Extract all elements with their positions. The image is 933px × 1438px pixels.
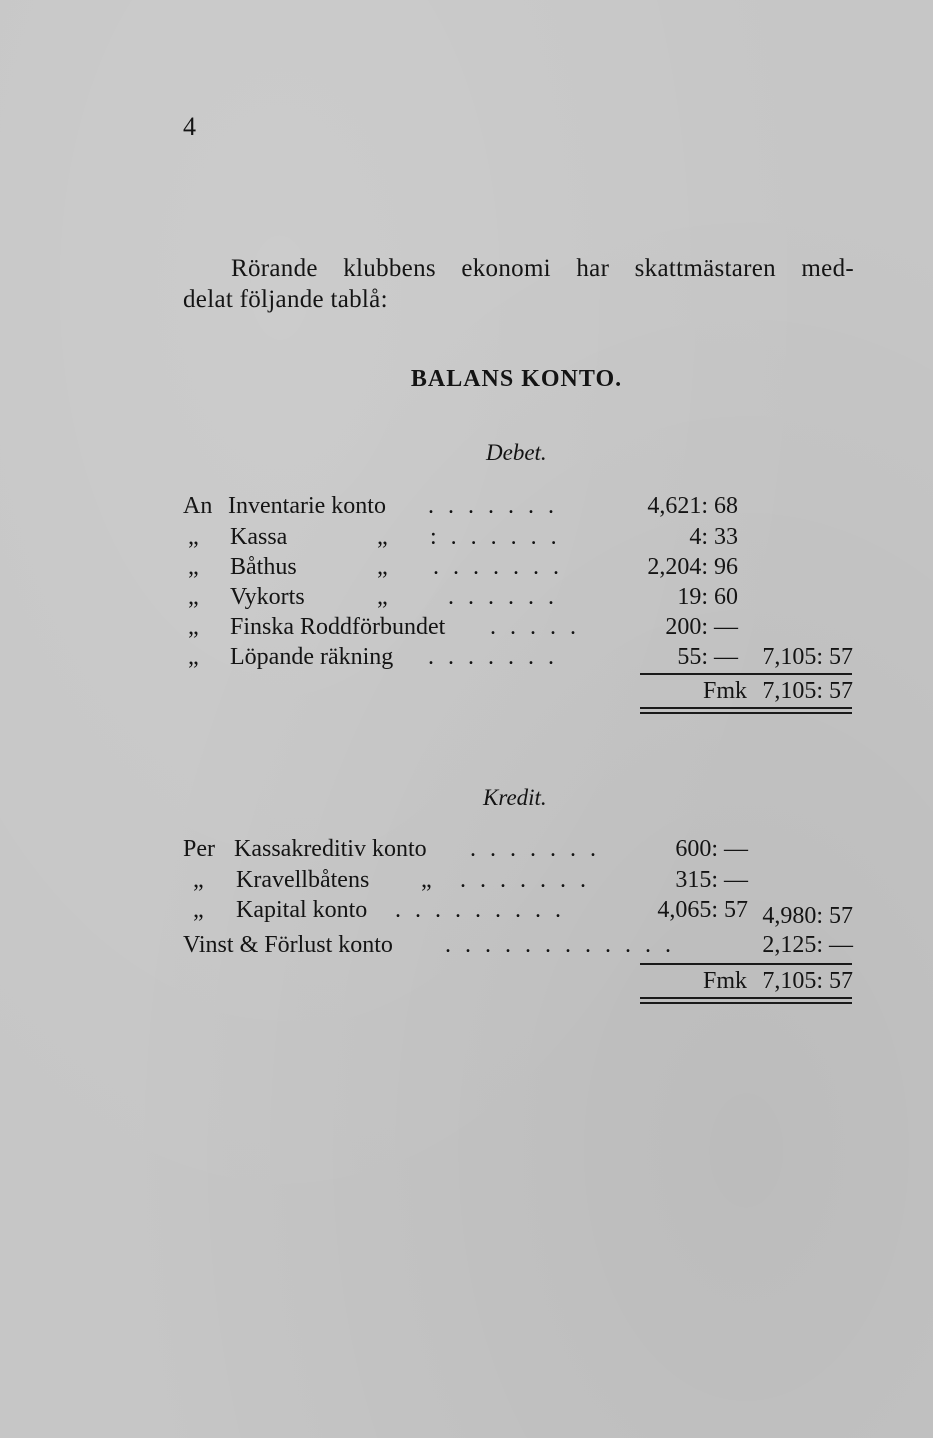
row-prefix: „ [193, 897, 204, 923]
row-label: Inventarie konto [228, 493, 386, 519]
row-prefix: „ [188, 554, 199, 580]
sum-double-rule-2 [640, 712, 852, 714]
row-label: Kassakreditiv konto [234, 836, 427, 862]
debet-sum: 7,105: 57 [762, 678, 853, 704]
leader-dots: : . . . . . . [430, 524, 561, 550]
kredit-sum-rule-top [640, 963, 852, 965]
row-prefix: „ [188, 614, 199, 640]
leader-dots: . . . . . . . [460, 867, 590, 893]
leader-dots: . . . . . . . . . . . . [445, 932, 675, 958]
kredit-sum: 7,105: 57 [762, 968, 853, 994]
row-prefix: An [183, 493, 213, 519]
row-label: Kapital konto [236, 897, 368, 923]
leader-dots: . . . . . [490, 614, 580, 640]
row-label: Vykorts [230, 584, 305, 610]
table-row [0, 642, 933, 672]
row-total: 4,980: 57 [762, 903, 853, 929]
row-prefix: „ [188, 644, 199, 670]
debet-heading: Debet. [486, 440, 547, 465]
ditto-mark: „ [421, 867, 432, 893]
kredit-sum-row [0, 966, 933, 996]
row-prefix: Per [183, 836, 215, 862]
row-amount: 19: 60 [677, 584, 738, 610]
currency-label: Fmk [703, 678, 748, 704]
kredit-double-rule-1 [640, 997, 852, 999]
table-row [0, 930, 933, 960]
leader-dots: . . . . . . . [433, 554, 563, 580]
row-amount: 55: — [677, 644, 738, 670]
table-row [0, 552, 933, 582]
row-prefix: „ [193, 867, 204, 893]
row-label: Vinst & Förlust konto [183, 932, 393, 958]
row-amount: 315: — [675, 867, 748, 893]
table-row [0, 582, 933, 612]
debet-table [0, 491, 933, 691]
row-label: Båthus [230, 554, 297, 580]
table-row [0, 491, 933, 521]
section-title: BALANS KONTO. [410, 366, 623, 392]
debet-sum-row [0, 676, 933, 706]
row-amount: 600: — [675, 836, 748, 862]
page-number: 4 [183, 112, 196, 141]
row-amount: 200: — [665, 614, 738, 640]
leader-dots: . . . . . . . [428, 644, 558, 670]
row-total: 2,125: — [762, 932, 853, 958]
row-label: Kassa [230, 524, 288, 550]
ditto-mark: „ [377, 524, 388, 550]
ditto-mark: „ [377, 584, 388, 610]
kredit-double-rule-2 [640, 1002, 852, 1004]
row-label: Kravellbåtens [236, 867, 370, 893]
currency-label: Fmk [703, 968, 748, 994]
row-prefix: „ [188, 524, 199, 550]
leader-dots: . . . . . . . . . [395, 897, 565, 923]
kredit-table [0, 834, 933, 964]
row-amount: 4: 33 [689, 524, 738, 550]
leader-dots: . . . . . . . [470, 836, 600, 862]
leader-dots: . . . . . . [448, 584, 558, 610]
sum-rule-top [640, 673, 852, 675]
row-prefix: „ [188, 584, 199, 610]
row-amount: 4,065: 57 [657, 897, 748, 923]
table-row [0, 522, 933, 552]
row-label: Löpande räkning [230, 644, 394, 670]
row-amount: 4,621: 68 [647, 493, 738, 519]
ditto-mark: „ [377, 554, 388, 580]
table-row [0, 612, 933, 642]
table-row [0, 834, 933, 864]
table-row [0, 895, 933, 929]
row-amount: 2,204: 96 [647, 554, 738, 580]
row-total: 7,105: 57 [762, 644, 853, 670]
intro-line-2: delat följande tablå: [183, 286, 388, 313]
table-row [0, 865, 933, 895]
leader-dots: . . . . . . . [428, 493, 558, 519]
kredit-heading: Kredit. [483, 785, 547, 810]
intro-line-1: Rörande klubbens ekonomi har skattmästaren med- [231, 255, 854, 282]
row-label: Finska Roddförbundet [230, 614, 446, 640]
sum-double-rule-1 [640, 707, 852, 709]
